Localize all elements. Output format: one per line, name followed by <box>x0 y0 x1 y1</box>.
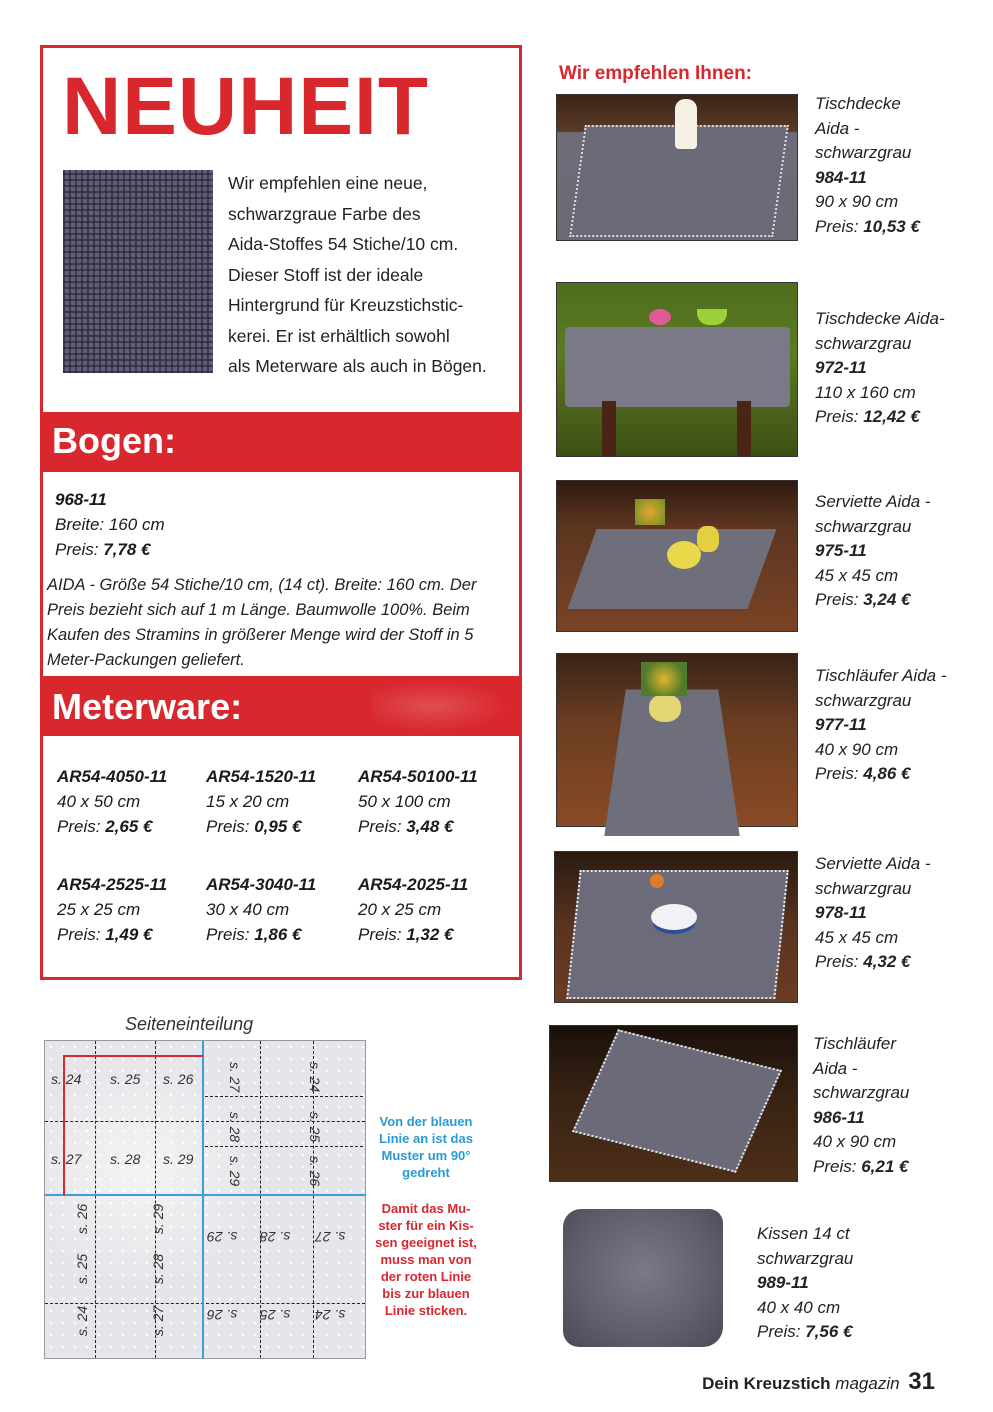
page-cell: s. 26 <box>307 1155 324 1187</box>
product-size: 110 x 160 cm <box>815 382 916 402</box>
angel-figurine <box>675 99 697 149</box>
product-price: 4,86 € <box>863 764 911 783</box>
page-cell: s. 26 <box>163 1071 194 1087</box>
neuheit-title: NEUHEIT <box>62 61 429 152</box>
meterware-item <box>57 764 207 839</box>
meterware-price: 2,65 € <box>105 817 153 836</box>
price-label: Preis: <box>757 1322 801 1341</box>
page-cell: s. 29 <box>227 1155 244 1187</box>
price-label: Preis: <box>815 407 859 426</box>
footer-magazine: magazin <box>835 1374 900 1393</box>
intro-line: Hintergrund für Kreuzstichstic- <box>228 295 464 315</box>
meterware-size: 50 x 100 cm <box>358 792 451 811</box>
product-price-line <box>815 215 920 240</box>
bogen-width: Breite: 160 cm <box>55 515 165 534</box>
price-label: Preis: <box>57 817 101 836</box>
page-cell: s. 28 <box>110 1151 141 1167</box>
meterware-price-line <box>57 922 207 947</box>
grid-line <box>45 1303 365 1304</box>
product-photo-tablecloth <box>557 283 797 456</box>
product-name: schwarzgrau <box>757 1248 854 1268</box>
product-size: 40 x 40 cm <box>757 1297 841 1317</box>
note-line: Von der blauen <box>379 1114 473 1129</box>
price-label: Preis: <box>813 1156 857 1176</box>
product-code: 989-11 <box>757 1273 809 1292</box>
product-name: schwarzgrau <box>813 1083 910 1102</box>
description-line: Kaufen des Stramins in größerer Menge wird der Stoff in 5 <box>47 626 474 644</box>
product-price-line <box>815 950 931 975</box>
meterware-code: AR54-1520-11 <box>206 767 317 786</box>
page-cell: s. 28 <box>227 1111 244 1143</box>
page-cell: s. 29 <box>163 1151 194 1167</box>
price-label: Preis: <box>206 925 250 944</box>
product-name: Serviette Aida - <box>815 854 931 873</box>
page-footer <box>702 1368 935 1396</box>
price-label: Preis: <box>206 817 250 836</box>
intro-line: Aida-Stoffes 54 Stiche/10 cm. <box>228 234 459 254</box>
bogen-price-line <box>55 537 165 562</box>
page-cell: s. 27 <box>227 1061 244 1093</box>
meterware-price: 0,95 € <box>254 817 302 836</box>
page-cell: s. 24 <box>51 1071 82 1087</box>
meterware-size: 20 x 25 cm <box>358 900 442 919</box>
product-info <box>815 852 931 975</box>
grid-line <box>205 1146 363 1147</box>
product-price-line <box>815 588 931 613</box>
product-info <box>757 1222 853 1345</box>
product-name: Tischdecke Aida- <box>815 309 945 328</box>
meterware-price-line <box>206 922 356 947</box>
intro-line: Dieser Stoff ist der ideale <box>228 264 424 285</box>
seiteneinteilung-title: Seiteneinteilung <box>125 1014 254 1034</box>
decorative-ornament <box>372 676 522 736</box>
note-line: gedreht <box>402 1165 450 1180</box>
flower <box>649 309 671 325</box>
note-line: Muster um 90° <box>381 1148 471 1163</box>
product-name: Serviette Aida - <box>815 492 931 511</box>
red-line-note <box>372 1200 480 1319</box>
product-price: 4,32 € <box>863 952 911 971</box>
page-cell: s. 29 <box>150 1203 167 1235</box>
napkin-shape <box>567 529 776 609</box>
product-size: 40 x 90 cm <box>813 1132 897 1151</box>
cushion-shape <box>563 1209 723 1347</box>
product-photo-napkin <box>557 481 797 631</box>
description-line: Preis bezieht sich auf 1 m Länge. Baumwolle 100%. Beim <box>47 601 470 619</box>
aida-fabric-swatch-image <box>63 170 213 373</box>
page-cell: s. 24 <box>74 1305 91 1337</box>
rose <box>650 874 664 888</box>
teacup <box>697 309 727 325</box>
product-name: schwarzgrau <box>815 690 912 710</box>
runner-shape <box>572 1029 782 1172</box>
product-price: 3,24 € <box>863 590 911 609</box>
page-cell: s. 28 <box>260 1229 291 1245</box>
product-code: 977-11 <box>815 715 867 734</box>
product-name: Kissen 14 ct <box>757 1224 850 1243</box>
meterware-item <box>358 764 508 839</box>
meterware-price-line <box>358 814 508 839</box>
intro-line: schwarzgraue Farbe des <box>228 203 421 224</box>
price-label: Preis: <box>358 817 402 836</box>
teacup <box>651 904 697 930</box>
product-name: schwarzgrau <box>815 143 912 162</box>
page-cell: s. 27 <box>51 1151 82 1167</box>
product-price: 7,56 € <box>805 1322 853 1341</box>
price-label: Preis: <box>57 925 101 944</box>
meterware-price-line <box>206 814 356 839</box>
meterware-price-line <box>358 922 508 947</box>
note-line: muss man von <box>380 1252 472 1267</box>
meterware-item <box>358 872 508 947</box>
meterware-code: AR54-2525-11 <box>57 875 168 894</box>
price-label: Preis: <box>55 540 99 559</box>
product-photo-cushion <box>555 1203 733 1353</box>
meterware-size: 30 x 40 cm <box>206 900 290 919</box>
blue-rotation-line <box>45 1194 365 1196</box>
product-photo-tablecloth <box>557 95 797 240</box>
aida-description <box>47 573 517 673</box>
page-cell: s. 25 <box>307 1111 324 1143</box>
tablecloth-shape <box>565 327 790 407</box>
page-cell: s. 24 <box>307 1061 324 1093</box>
page-cell: s. 24 <box>315 1307 346 1323</box>
note-line: ster für ein Kis- <box>378 1218 474 1233</box>
page-cell: s. 26 <box>74 1203 91 1235</box>
product-photo-runner <box>557 654 797 826</box>
description-line: AIDA - Größe 54 Stiche/10 cm, (14 ct). Breite: 160 cm. Der <box>47 576 477 594</box>
product-code: 978-11 <box>815 903 867 922</box>
product-info <box>815 92 920 239</box>
bogen-code: 968-11 <box>55 490 107 509</box>
page-cell: s. 25 <box>74 1253 91 1285</box>
meterware-item <box>206 872 356 947</box>
meterware-heading: Meterware: <box>52 686 243 727</box>
product-info <box>815 307 945 430</box>
price-label: Preis: <box>815 590 859 609</box>
product-info <box>815 664 947 787</box>
flowers <box>635 499 665 525</box>
meterware-size: 40 x 50 cm <box>57 792 141 811</box>
product-code: 984-11 <box>815 167 867 187</box>
yellow-teapot <box>697 526 719 552</box>
note-line: Linie an ist das <box>379 1131 473 1146</box>
page-cell: s. 25 <box>110 1071 141 1087</box>
price-label: Preis: <box>815 952 859 971</box>
product-price: 10,53 € <box>863 216 920 236</box>
meterware-price: 3,48 € <box>406 817 454 836</box>
product-size: 45 x 45 cm <box>815 565 899 585</box>
product-name: Tischdecke <box>815 94 901 113</box>
grid-line <box>205 1096 363 1097</box>
note-line: bis zur blauen <box>382 1286 470 1301</box>
recommend-heading: Wir empfehlen Ihnen: <box>559 63 753 84</box>
product-info <box>815 490 931 613</box>
intro-line: als Meterware als auch in Bögen. <box>228 356 487 376</box>
product-name: schwarzgrau <box>815 878 912 898</box>
product-code: 972-11 <box>815 358 867 377</box>
page-cell: s. 25 <box>260 1307 291 1323</box>
meterware-code: AR54-2025-11 <box>358 875 469 894</box>
product-code: 986-11 <box>813 1107 865 1127</box>
grid-line <box>95 1041 96 1358</box>
product-price-line <box>815 762 947 787</box>
table-leg <box>737 401 751 456</box>
product-name: Tischläufer <box>813 1034 896 1053</box>
yellow-pitcher <box>667 541 701 569</box>
meterware-price: 1,32 € <box>406 925 454 944</box>
product-size: 90 x 90 cm <box>815 192 899 211</box>
product-name: Tischläufer Aida - <box>815 666 947 685</box>
meterware-heading-bar <box>40 676 522 736</box>
table-leg <box>602 401 616 456</box>
meterware-price: 1,49 € <box>105 925 153 944</box>
meterware-item <box>57 872 207 947</box>
price-label: Preis: <box>358 925 402 944</box>
intro-text <box>228 168 513 382</box>
intro-line: kerei. Er ist erhältlich sowohl <box>228 325 450 346</box>
page-number: 31 <box>908 1368 935 1395</box>
description-line: Meter-Packungen geliefert. <box>47 651 245 669</box>
meterware-code: AR54-3040-11 <box>206 875 317 894</box>
product-name: schwarzgrau <box>815 333 912 353</box>
product-price-line <box>815 405 945 430</box>
product-name: schwarzgrau <box>815 516 912 536</box>
napkin-shape <box>566 870 789 999</box>
meterware-code: AR54-4050-11 <box>57 767 168 786</box>
meterware-item <box>206 764 356 839</box>
product-price-line <box>813 1155 909 1180</box>
red-cushion-line <box>63 1055 203 1057</box>
intro-line: Wir empfehlen eine neue, <box>228 173 428 193</box>
page-cell: s. 27 <box>150 1305 167 1337</box>
product-photo-runner <box>550 1026 797 1181</box>
vase <box>649 694 681 722</box>
page-cell: s. 26 <box>207 1307 238 1323</box>
blue-line-note <box>372 1113 480 1181</box>
flowers <box>641 662 687 696</box>
product-price-line <box>757 1320 853 1345</box>
product-size: 40 x 90 cm <box>815 739 899 759</box>
bogen-price: 7,78 € <box>103 540 151 559</box>
product-info <box>813 1032 909 1179</box>
page-cell: s. 27 <box>315 1229 346 1245</box>
product-price: 12,42 € <box>863 407 920 426</box>
note-line: Linie sticken. <box>384 1303 468 1318</box>
note-line: sen geeignet ist, <box>375 1235 477 1250</box>
product-size: 45 x 45 cm <box>815 927 899 947</box>
product-name: Aida - <box>815 118 860 138</box>
product-code: 975-11 <box>815 541 867 560</box>
page-cell: s. 28 <box>150 1253 167 1285</box>
meterware-size: 15 x 20 cm <box>206 792 290 811</box>
meterware-price-line <box>57 814 207 839</box>
product-name: Aida - <box>813 1058 858 1078</box>
meterware-price: 1,86 € <box>254 925 302 944</box>
blue-rotation-line <box>202 1041 204 1358</box>
footer-brand: Dein Kreuzstich <box>702 1374 831 1393</box>
price-label: Preis: <box>815 764 859 783</box>
bogen-heading-bar <box>40 412 522 472</box>
product-price: 6,21 € <box>861 1156 909 1176</box>
meterware-code: AR54-50100-11 <box>358 767 478 786</box>
note-line: der roten Linie <box>380 1269 472 1284</box>
note-line: Damit das Mu- <box>381 1201 471 1216</box>
page-cell: s. 29 <box>207 1229 238 1245</box>
price-label: Preis: <box>815 216 859 236</box>
bogen-details <box>55 487 165 562</box>
page-layout-grid <box>44 1040 366 1359</box>
meterware-size: 25 x 25 cm <box>57 900 141 919</box>
bogen-heading: Bogen: <box>52 420 176 461</box>
product-photo-napkin <box>555 852 797 1002</box>
